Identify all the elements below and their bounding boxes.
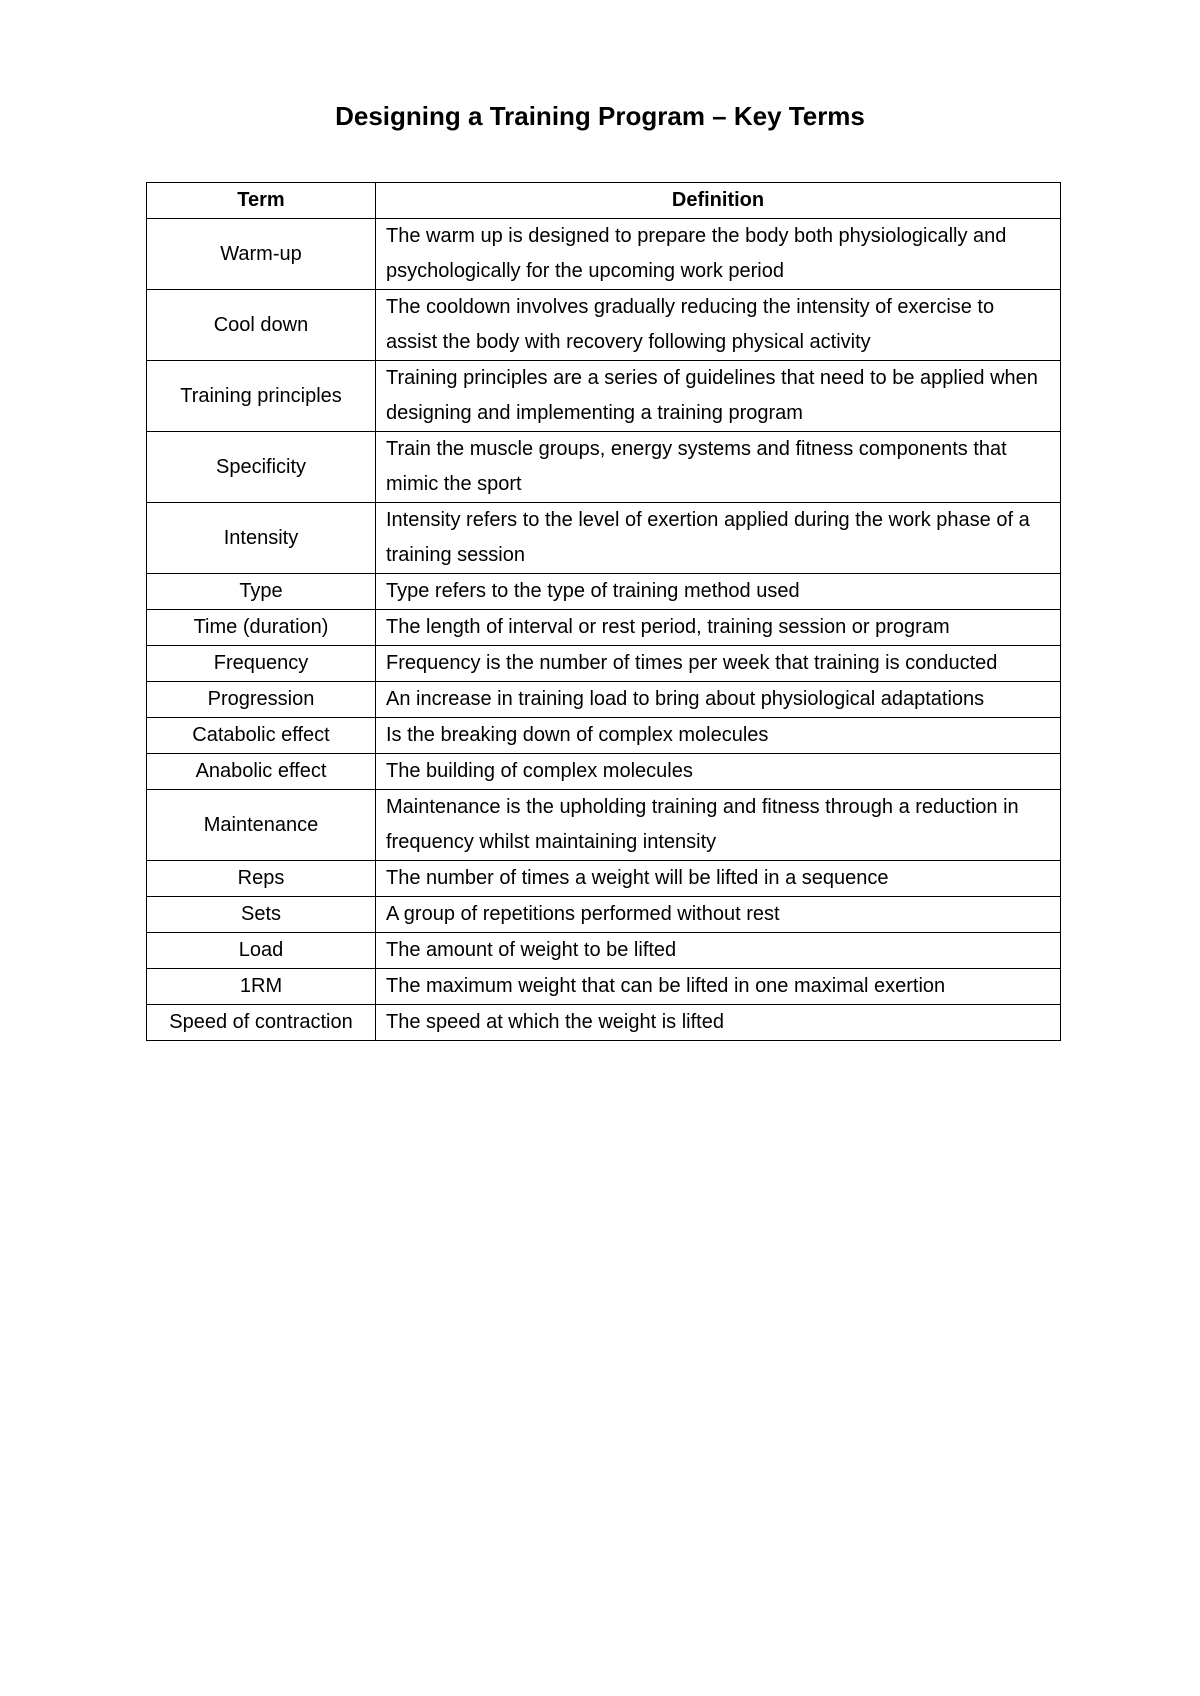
definition-cell: Train the muscle groups, energy systems and fitness components that mimic the sport xyxy=(376,432,1061,503)
definition-cell: The maximum weight that can be lifted in one maximal exertion xyxy=(376,969,1061,1005)
table-header-row xyxy=(147,183,1061,219)
term-cell: Anabolic effect xyxy=(147,754,376,790)
table-row xyxy=(147,503,1061,574)
table-row xyxy=(147,754,1061,790)
header-term: Term xyxy=(147,183,376,219)
definition-cell: A group of repetitions performed without rest xyxy=(376,897,1061,933)
term-cell: Progression xyxy=(147,682,376,718)
table-row xyxy=(147,361,1061,432)
definition-cell: An increase in training load to bring about physiological adaptations xyxy=(376,682,1061,718)
table-row xyxy=(147,432,1061,503)
table-row xyxy=(147,718,1061,754)
table-row xyxy=(147,861,1061,897)
definition-cell: Intensity refers to the level of exertion applied during the work phase of a training session xyxy=(376,503,1061,574)
term-cell: Reps xyxy=(147,861,376,897)
term-cell: Intensity xyxy=(147,503,376,574)
table-row xyxy=(147,610,1061,646)
definition-cell: Training principles are a series of guidelines that need to be applied when designing and implementing a training program xyxy=(376,361,1061,432)
term-cell: Cool down xyxy=(147,290,376,361)
term-cell: Training principles xyxy=(147,361,376,432)
term-cell: Specificity xyxy=(147,432,376,503)
term-cell: Frequency xyxy=(147,646,376,682)
term-cell: Warm-up xyxy=(147,219,376,290)
term-cell: Catabolic effect xyxy=(147,718,376,754)
definition-cell: Maintenance is the upholding training and fitness through a reduction in frequency whilst maintaining intensity xyxy=(376,790,1061,861)
table-row xyxy=(147,933,1061,969)
definition-cell: Is the breaking down of complex molecules xyxy=(376,718,1061,754)
term-cell: 1RM xyxy=(147,969,376,1005)
key-terms-table xyxy=(146,182,1061,1041)
definition-cell: The building of complex molecules xyxy=(376,754,1061,790)
page-title: Designing a Training Program – Key Terms xyxy=(335,101,865,131)
table-row xyxy=(147,682,1061,718)
definition-cell: The amount of weight to be lifted xyxy=(376,933,1061,969)
table-row xyxy=(147,790,1061,861)
definition-cell: The warm up is designed to prepare the body both physiologically and psychologically for the upcoming work period xyxy=(376,219,1061,290)
term-cell: Load xyxy=(147,933,376,969)
definition-cell: The number of times a weight will be lifted in a sequence xyxy=(376,861,1061,897)
table-row xyxy=(147,290,1061,361)
definition-cell: The length of interval or rest period, training session or program xyxy=(376,610,1061,646)
definition-cell: The speed at which the weight is lifted xyxy=(376,1005,1061,1041)
term-cell: Maintenance xyxy=(147,790,376,861)
term-cell: Speed of contraction xyxy=(147,1005,376,1041)
definition-cell: The cooldown involves gradually reducing the intensity of exercise to assist the body with recovery following physical activity xyxy=(376,290,1061,361)
table-row xyxy=(147,646,1061,682)
term-cell: Sets xyxy=(147,897,376,933)
term-cell: Type xyxy=(147,574,376,610)
table-row xyxy=(147,219,1061,290)
table-row xyxy=(147,897,1061,933)
definition-cell: Type refers to the type of training method used xyxy=(376,574,1061,610)
table-row xyxy=(147,574,1061,610)
definition-cell: Frequency is the number of times per week that training is conducted xyxy=(376,646,1061,682)
table-row xyxy=(147,1005,1061,1041)
header-definition: Definition xyxy=(376,183,1061,219)
term-cell: Time (duration) xyxy=(147,610,376,646)
table-row xyxy=(147,969,1061,1005)
